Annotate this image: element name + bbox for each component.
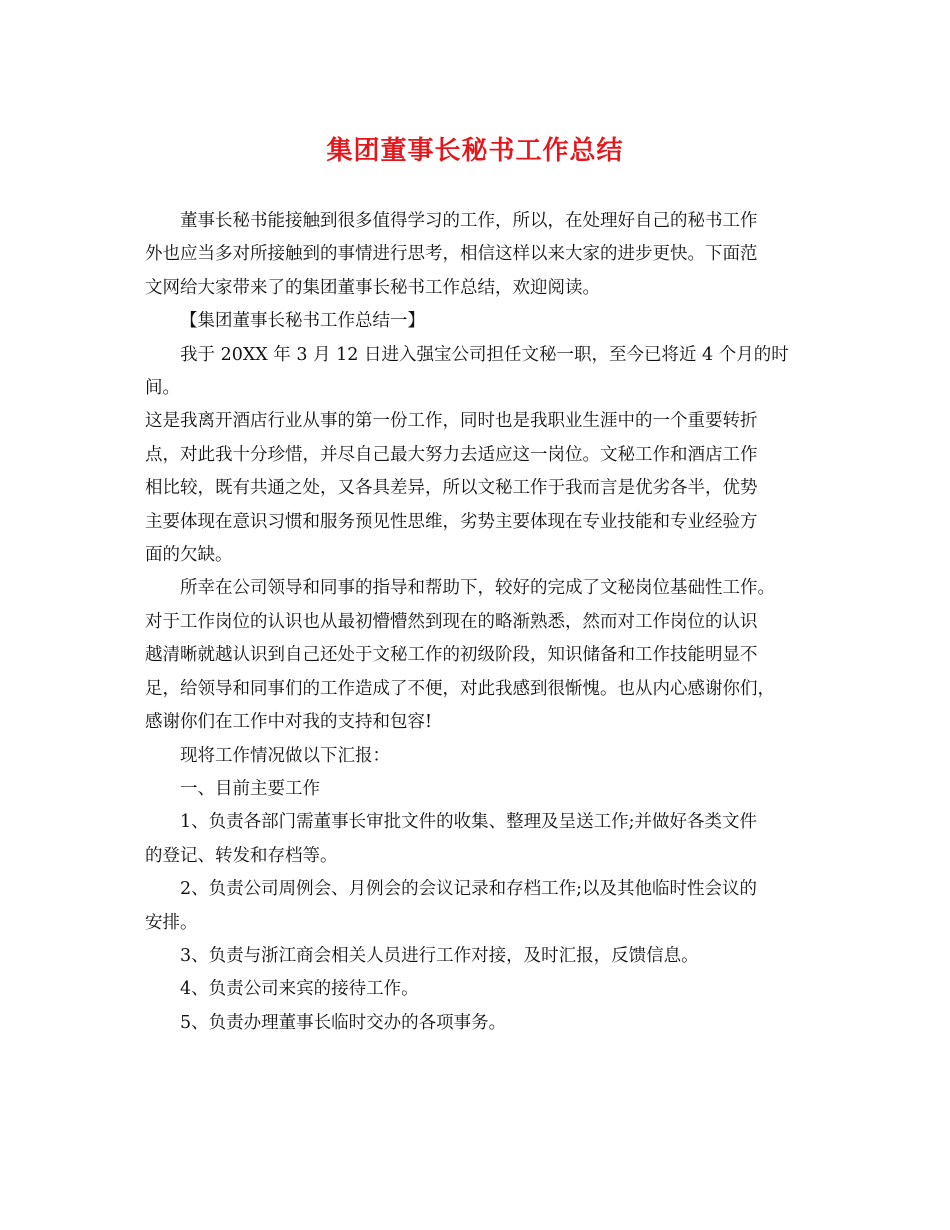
- subsection-heading: 一、目前主要工作: [180, 778, 320, 799]
- report-intro: 现将工作情况做以下汇报：: [180, 745, 390, 766]
- body-paragraph: 我于 20XX 年 3 月 12 日进入强宝公司担任文秘一职，至今已将近 4 个月的时间。 这是我离开酒店行业从事的第一份工作，同时也是我职业生涯中的一个重要转折 点，对此我十分珍惜，并尽自己最大努力去适应这一岗位。文秘工作和酒店工作 相比较，既有共通之处，又各具差异，所以文秘工作于我而言是优劣各半，优势 主要体现在意识习惯和服务预见性思维，劣势主要体现在专业技能和专业经验方 面的欠缺。: [145, 344, 789, 566]
- document-title: 集团董事长秘书工作总结: [326, 136, 624, 166]
- list-item: 4、负责公司来宾的接待工作。: [180, 979, 419, 1000]
- section-heading: 【集团董事长秘书工作总结一】: [180, 311, 425, 332]
- list-item: 3、负责与浙江商会相关人员进行工作对接，及时汇报，反馈信息。: [180, 945, 699, 966]
- intro-paragraph: 董事长秘书能接触到很多值得学习的工作，所以，在处理好自己的秘书工作 外也应当多对所接触到的事情进行思考，相信这样以来大家的进步更快。下面范 文网给大家带来了的集团董事长秘书工作总结，欢迎阅读。: [145, 211, 758, 298]
- list-item: 2、负责公司周例会、月例会的会议记录和存档工作;以及其他临时性会议的 安排。: [145, 879, 758, 933]
- list-item: 5、负责办理董事长临时交办的各项事务。: [180, 1012, 507, 1033]
- body-paragraph: 所幸在公司领导和同事的指导和帮助下，较好的完成了文秘岗位基础性工作。 对于工作岗位的认识也从最初懵懵然到现在的略渐熟悉，然而对工作岗位的认识 越清晰就越认识到自己还处于文秘工作的初级阶段，知识储备和工作技能明显不 足，给领导和同事们的工作造成了不便，对此我感到很惭愧。也从内心感谢你们， 感谢你们在工作中对我的支持和包容!: [145, 578, 775, 733]
- document-body: [145, 205, 805, 1040]
- list-item: 1、负责各部门需董事长审批文件的收集、整理及呈送工作;并做好各类文件 的登记、转发和存档等。: [145, 812, 758, 866]
